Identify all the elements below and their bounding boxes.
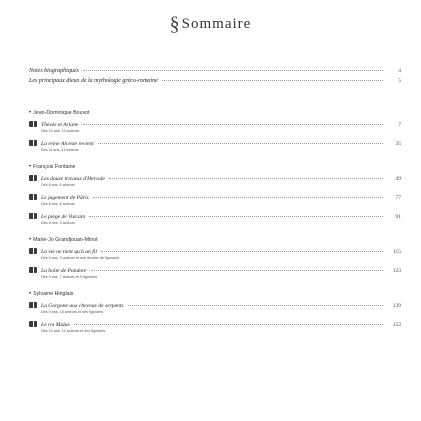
- entry-title: La boîte de Pandore: [41, 268, 87, 274]
- title-text: Sommaire: [181, 15, 252, 32]
- book-icon: [29, 175, 37, 181]
- dot-leader: [93, 197, 383, 198]
- toc-entry[interactable]: [29, 174, 401, 188]
- entry-title: La reine Alceste revient: [41, 141, 94, 147]
- page-number: 4: [398, 68, 401, 74]
- toc-entry[interactable]: [29, 301, 401, 315]
- page-number: 7: [398, 122, 401, 128]
- notes-section: [29, 68, 401, 88]
- page-number: 139: [392, 303, 401, 309]
- author-name: • Sylvaine Hinglais: [29, 291, 74, 297]
- entry-title: Thésée et Ariane: [41, 122, 79, 128]
- page-number: 35: [395, 141, 401, 147]
- book-icon: [29, 321, 37, 327]
- dot-leader: [162, 80, 383, 81]
- toc-entry[interactable]: [29, 120, 401, 134]
- entry-title: Les douze travaux d'Hercule: [41, 176, 105, 182]
- dot-leader: [89, 216, 383, 217]
- toc-entry[interactable]: [29, 247, 401, 261]
- entry-title: La Gorgone aux cheveux de serpents: [41, 303, 124, 309]
- book-icon: [29, 194, 37, 200]
- author-name: • Marie-Jo Grandjouan-Minot: [29, 237, 98, 243]
- page-number: 5: [398, 78, 401, 84]
- entry-details: Dès 10 ans, 13 acteurs: [41, 129, 79, 133]
- dot-leader: [109, 178, 383, 179]
- entry-details: Dès 9 ans, 7 acteurs et 5 figurants: [41, 275, 98, 279]
- entry-details: Dès 9 ans, 15 acteurs et des figurants: [41, 310, 104, 314]
- toc-entry[interactable]: [29, 193, 401, 207]
- author-name: • François Fontaine: [29, 164, 76, 170]
- book-icon: [29, 121, 37, 127]
- page-number: 153: [392, 322, 401, 328]
- page-number: 77: [395, 195, 401, 201]
- entry-title: La vie ne tient qu'à un fil: [41, 249, 97, 255]
- entry-title: Le jugement de Pâris: [41, 195, 89, 201]
- entry-details: Dès 11 ans, 14 acteurs: [41, 148, 79, 152]
- page-header: [0, 6, 421, 42]
- toc-entry[interactable]: [29, 212, 401, 226]
- page-number: 123: [392, 268, 401, 274]
- dot-leader: [83, 124, 384, 125]
- toc-entry[interactable]: [29, 320, 401, 334]
- author-name: • Jean-Dominique Bouvot: [29, 110, 90, 116]
- dot-leader: [98, 143, 383, 144]
- toc-entry[interactable]: [29, 266, 401, 280]
- author-block: [29, 109, 401, 153]
- author-block: [29, 290, 401, 334]
- book-icon: [29, 267, 37, 273]
- page-number: 91: [395, 214, 401, 220]
- dot-leader: [74, 324, 383, 325]
- gods-title: Les principaux dieux de la mythologie gréco-romaine: [29, 78, 158, 84]
- page-number: 115: [392, 249, 401, 255]
- entry-title: Le roi Midas: [41, 322, 70, 328]
- dot-leader: [101, 251, 383, 252]
- dot-leader: [128, 305, 383, 306]
- book-icon: [29, 140, 37, 146]
- book-icon: [29, 302, 37, 308]
- entry-details: Dès 8 ans, 6 acteurs: [41, 202, 75, 206]
- gods-line[interactable]: [29, 78, 401, 88]
- entry-details: Dès 8 ans, 6 acteurs: [41, 221, 75, 225]
- entry-details: Dès 10 ans, 12 acteurs et des figurants: [41, 329, 106, 333]
- book-icon: [29, 213, 37, 219]
- toc-entry[interactable]: [29, 139, 401, 153]
- table-of-contents: [29, 68, 401, 344]
- sommaire-title: [170, 14, 252, 34]
- entry-title: Le piège de Vulcain: [41, 214, 86, 220]
- author-block: [29, 236, 401, 280]
- page-number: 49: [395, 176, 401, 182]
- notes-line[interactable]: [29, 68, 401, 78]
- author-block: [29, 163, 401, 226]
- entry-details: Dès 8 ans, 6 acteurs: [41, 183, 75, 187]
- dot-leader: [91, 270, 383, 271]
- dot-leader: [83, 70, 383, 71]
- swirl-ornament-icon: §: [169, 13, 181, 35]
- notes-title: Notes biographiques: [29, 68, 79, 74]
- book-icon: [29, 248, 37, 254]
- entry-details: Dès 9 ans, 3 acteurs et une dizaine de figurants: [41, 256, 120, 260]
